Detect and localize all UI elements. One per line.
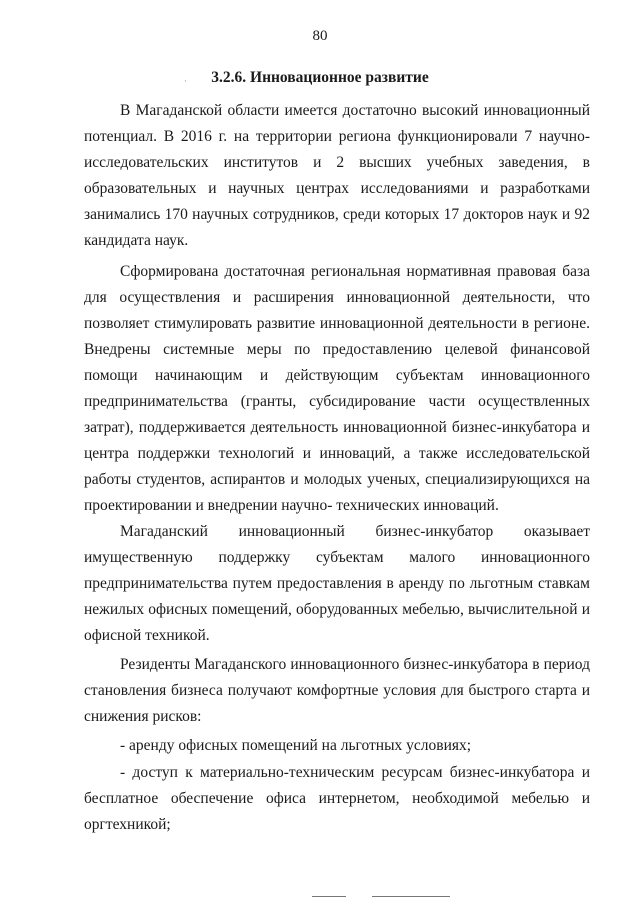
scan-speck: · bbox=[184, 76, 187, 86]
scan-mark-right bbox=[372, 896, 450, 897]
section-title: 3.2.6. Инновационное развитие bbox=[211, 69, 429, 86]
page-number: 80 bbox=[312, 28, 328, 44]
paragraph-residents: Резиденты Магаданского инновационного бизнес-инкубатора в период становления бизнеса получают комфортные условия для быстрого старта и снижения рисков: bbox=[84, 656, 590, 725]
list-item-office-rent: - аренду офисных помещений на льготных условиях; bbox=[120, 737, 472, 754]
paragraph-business-incubator: Магаданский инновационный бизнес-инкубатор оказывает имущественную поддержку субъектам малого инновационного предпринимательства путем предоставления в аренду по льготным ставкам нежилых офисных помещений, оборудованных мебелью, вычислительной и офисной техникой. bbox=[84, 523, 590, 644]
list-item-resources-access: - доступ к материально-техническим ресурсам бизнес-инкубатора и бесплатное обеспечение офиса интернетом, необходимой мебелью и оргтехникой; bbox=[84, 764, 590, 833]
paragraph-regulatory-base: Сформирована достаточная региональная нормативная правовая база для осуществления и расширения инновационной деятельности, что позволяет стимулировать развитие инновационной деятельности в регионе. Внедрены системные меры по предоставлению целевой финансовой помощи начинающим и действующим субъектам инновационного предпринимательства (гранты, субсидирование части осуществленных затрат), поддерживается деятельность инновационной бизнес-инкубатора и центра поддержки технологий и инноваций, а также исследовательской работы студентов, аспирантов и молодых ученых, специализирующихся на проектировании и внедрении научно- технических инноваций. bbox=[84, 263, 590, 514]
paragraph-innovation-potential: В Магаданской области имеется достаточно высокий инновационный потенциал. В 2016 г. на территории региона функционировали 7 научно-исследовательских институтов и 2 высших учебных заведения, в образовательных и научных центрах исследованиями и разработками занимались 170 научных сотрудников, среди которых 17 докторов наук и 92 кандидата наук. bbox=[84, 102, 590, 249]
scan-mark-left bbox=[312, 896, 346, 897]
